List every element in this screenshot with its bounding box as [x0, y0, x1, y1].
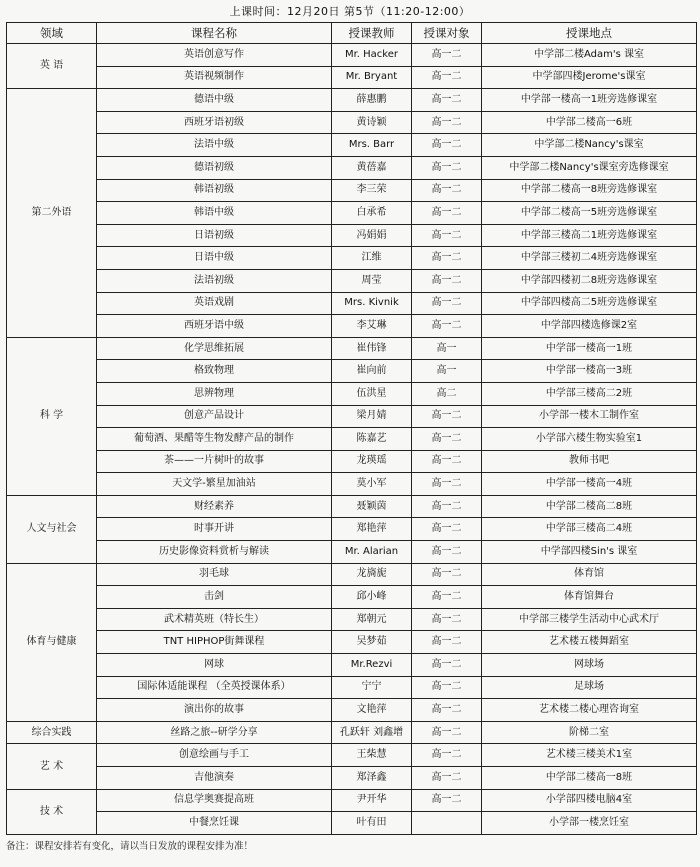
course-cell: 英语戏剧 — [97, 292, 332, 315]
audience-cell: 高一二 — [412, 608, 482, 631]
audience-cell: 高一二 — [412, 473, 482, 496]
teacher-cell: 郑泽鑫 — [332, 767, 412, 790]
course-cell: 击剑 — [97, 586, 332, 609]
teacher-cell: 莫小军 — [332, 473, 412, 496]
column-header-location: 授课地点 — [482, 23, 697, 44]
audience-cell: 高一二 — [412, 292, 482, 315]
teacher-cell: 尹开华 — [332, 789, 412, 812]
location-cell: 教师书吧 — [482, 450, 697, 473]
location-cell: 中学部四楼Sin's 课室 — [482, 541, 697, 564]
audience-cell: 高一二 — [412, 586, 482, 609]
table-row — [7, 541, 697, 564]
audience-cell: 高一二 — [412, 111, 482, 134]
table-row — [7, 405, 697, 428]
domain-cell: 体育与健康 — [7, 563, 97, 721]
location-cell: 体育馆舞台 — [482, 586, 697, 609]
course-cell: 格致物理 — [97, 360, 332, 383]
teacher-cell: 陈嘉艺 — [332, 428, 412, 451]
table-row — [7, 202, 697, 225]
domain-cell: 人文与社会 — [7, 495, 97, 563]
column-header-course: 课程名称 — [97, 23, 332, 44]
audience-cell: 高一二 — [412, 202, 482, 225]
teacher-cell: 叶有田 — [332, 812, 412, 835]
course-cell: 化学思维拓展 — [97, 337, 332, 360]
audience-cell: 高一二 — [412, 179, 482, 202]
audience-cell: 高一 — [412, 337, 482, 360]
location-cell: 中学部一楼高一1班旁选修课室 — [482, 89, 697, 112]
table-row — [7, 269, 697, 292]
teacher-cell: 孔跃轩 刘鑫增 — [332, 721, 412, 744]
location-cell: 中学部二楼高一8班 — [482, 767, 697, 790]
table-row — [7, 676, 697, 699]
location-cell: 中学部一楼高一4班 — [482, 473, 697, 496]
table-row — [7, 812, 697, 835]
table-row — [7, 586, 697, 609]
audience-cell: 高一二 — [412, 428, 482, 451]
teacher-cell: 龙旖旎 — [332, 563, 412, 586]
audience-cell: 高一二 — [412, 44, 482, 67]
audience-cell: 高一二 — [412, 405, 482, 428]
table-row — [7, 179, 697, 202]
course-cell: 西班牙语初级 — [97, 111, 332, 134]
teacher-cell: 白承希 — [332, 202, 412, 225]
course-cell: 茶——一片树叶的故事 — [97, 450, 332, 473]
location-cell: 中学部二楼高一5班旁选修课室 — [482, 202, 697, 225]
location-cell: 中学部二楼Adam's 课室 — [482, 44, 697, 67]
table-row — [7, 89, 697, 112]
course-cell: 英语视频制作 — [97, 66, 332, 89]
table-row — [7, 699, 697, 722]
location-cell: 艺术楼二楼心理咨询室 — [482, 699, 697, 722]
table-row — [7, 721, 697, 744]
teacher-cell: 周莹 — [332, 269, 412, 292]
column-header-audience: 授课对象 — [412, 23, 482, 44]
course-cell: 武术精英班（特长生） — [97, 608, 332, 631]
course-cell: 日语中级 — [97, 247, 332, 270]
table-row — [7, 744, 697, 767]
table-row — [7, 292, 697, 315]
course-cell: 法语初级 — [97, 269, 332, 292]
location-cell: 中学部四楼Jerome's课室 — [482, 66, 697, 89]
table-row — [7, 654, 697, 677]
audience-cell — [412, 812, 482, 835]
domain-cell: 科 学 — [7, 337, 97, 495]
location-cell: 艺术楼三楼美术1室 — [482, 744, 697, 767]
location-cell: 小学部一楼烹饪室 — [482, 812, 697, 835]
location-cell: 中学部二楼Nancy's课室 — [482, 134, 697, 157]
table-row — [7, 789, 697, 812]
location-cell: 体育馆 — [482, 563, 697, 586]
location-cell: 中学部三楼学生活动中心武术厅 — [482, 608, 697, 631]
teacher-cell: 梁月婧 — [332, 405, 412, 428]
course-cell: 羽毛球 — [97, 563, 332, 586]
teacher-cell: 宁宁 — [332, 676, 412, 699]
teacher-cell: 冯娟娟 — [332, 224, 412, 247]
table-body — [7, 44, 697, 835]
teacher-cell: Mr. Alarian — [332, 541, 412, 564]
table-row — [7, 450, 697, 473]
table-row — [7, 315, 697, 338]
table-row — [7, 247, 697, 270]
domain-cell: 英 语 — [7, 44, 97, 89]
course-cell: 日语初级 — [97, 224, 332, 247]
teacher-cell: 王柴慧 — [332, 744, 412, 767]
table-row — [7, 337, 697, 360]
audience-cell: 高一二 — [412, 134, 482, 157]
teacher-cell: 黄诗颖 — [332, 111, 412, 134]
domain-cell: 第二外语 — [7, 89, 97, 338]
location-cell: 中学部三楼初二4班旁选修课室 — [482, 247, 697, 270]
table-row — [7, 134, 697, 157]
audience-cell: 高一二 — [412, 631, 482, 654]
table-row — [7, 66, 697, 89]
audience-cell: 高一二 — [412, 721, 482, 744]
page-title: 上课时间：12月20日 第5节（11:20-12:00） — [229, 5, 471, 18]
audience-cell: 高一二 — [412, 156, 482, 179]
table-row — [7, 767, 697, 790]
audience-cell: 高一二 — [412, 450, 482, 473]
audience-cell: 高一二 — [412, 224, 482, 247]
location-cell: 中学部一楼高一3班 — [482, 360, 697, 383]
location-cell: 中学部二楼高一8班旁选修课室 — [482, 179, 697, 202]
course-cell: 历史影像资料赏析与解读 — [97, 541, 332, 564]
location-cell: 中学部二楼高二8班 — [482, 495, 697, 518]
teacher-cell: 郑艳萍 — [332, 518, 412, 541]
location-cell: 中学部二楼高一6班 — [482, 111, 697, 134]
location-cell: 足球场 — [482, 676, 697, 699]
location-cell: 小学部一楼木工制作室 — [482, 405, 697, 428]
course-cell: 时事开讲 — [97, 518, 332, 541]
audience-cell: 高一二 — [412, 247, 482, 270]
course-cell: 吉他演奏 — [97, 767, 332, 790]
audience-cell: 高一二 — [412, 767, 482, 790]
audience-cell: 高一二 — [412, 89, 482, 112]
audience-cell: 高一 — [412, 360, 482, 383]
location-cell: 中学部二楼Nancy's课室旁选修课室 — [482, 156, 697, 179]
course-cell: 丝路之旅--研学分享 — [97, 721, 332, 744]
table-row — [7, 156, 697, 179]
domain-cell: 技 术 — [7, 789, 97, 834]
course-cell: 韩语初级 — [97, 179, 332, 202]
table-row — [7, 111, 697, 134]
audience-cell: 高一二 — [412, 676, 482, 699]
location-cell: 中学部四楼选修课2室 — [482, 315, 697, 338]
table-row — [7, 631, 697, 654]
teacher-cell: Mrs. Kivnik — [332, 292, 412, 315]
course-cell: 法语中级 — [97, 134, 332, 157]
teacher-cell: Mr. Bryant — [332, 66, 412, 89]
course-cell: 韩语中级 — [97, 202, 332, 225]
audience-cell: 高一二 — [412, 541, 482, 564]
domain-cell: 艺 术 — [7, 744, 97, 789]
audience-cell: 高一二 — [412, 744, 482, 767]
teacher-cell: 吴梦茹 — [332, 631, 412, 654]
course-cell: 西班牙语中级 — [97, 315, 332, 338]
audience-cell: 高一二 — [412, 789, 482, 812]
column-header-teacher: 授课教师 — [332, 23, 412, 44]
course-cell: 创意绘画与手工 — [97, 744, 332, 767]
audience-cell: 高二 — [412, 382, 482, 405]
location-cell: 中学部一楼高一1班 — [482, 337, 697, 360]
teacher-cell: Mr. Hacker — [332, 44, 412, 67]
table-row — [7, 224, 697, 247]
table-row — [7, 360, 697, 383]
column-header-domain: 领域 — [7, 23, 97, 44]
teacher-cell: 崔向前 — [332, 360, 412, 383]
course-cell: 德语中级 — [97, 89, 332, 112]
location-cell: 中学部三楼高二4班 — [482, 518, 697, 541]
table-row — [7, 428, 697, 451]
course-cell: TNT HIPHOP街舞课程 — [97, 631, 332, 654]
schedule-table — [6, 22, 697, 835]
location-cell: 网球场 — [482, 654, 697, 677]
location-cell: 阶梯二室 — [482, 721, 697, 744]
location-cell: 小学部六楼生物实验室1 — [482, 428, 697, 451]
table-row — [7, 473, 697, 496]
course-cell: 中餐烹饪课 — [97, 812, 332, 835]
table-row — [7, 563, 697, 586]
course-cell: 英语创意写作 — [97, 44, 332, 67]
teacher-cell: 李艾琳 — [332, 315, 412, 338]
teacher-cell: 李三荣 — [332, 179, 412, 202]
domain-cell: 综合实践 — [7, 721, 97, 744]
footnote: 备注：课程安排若有变化，请以当日发放的课程安排为准！ — [6, 841, 254, 852]
audience-cell: 高一二 — [412, 269, 482, 292]
course-cell: 创意产品设计 — [97, 405, 332, 428]
teacher-cell: 文艳萍 — [332, 699, 412, 722]
audience-cell: 高一二 — [412, 518, 482, 541]
course-cell: 德语初级 — [97, 156, 332, 179]
audience-cell: 高一二 — [412, 495, 482, 518]
location-cell: 中学部四楼高二5班旁选修课室 — [482, 292, 697, 315]
table-row — [7, 44, 697, 67]
teacher-cell: 龙瑛瑶 — [332, 450, 412, 473]
course-cell: 葡萄酒、果醋等生物发酵产品的制作 — [97, 428, 332, 451]
audience-cell: 高一二 — [412, 315, 482, 338]
course-cell: 网球 — [97, 654, 332, 677]
teacher-cell: 邱小峰 — [332, 586, 412, 609]
location-cell: 艺术楼五楼舞蹈室 — [482, 631, 697, 654]
location-cell: 中学部三楼高二1班旁选修课室 — [482, 224, 697, 247]
audience-cell: 高一二 — [412, 563, 482, 586]
course-cell: 思辨物理 — [97, 382, 332, 405]
course-cell: 演出你的故事 — [97, 699, 332, 722]
teacher-cell: 薛惠鹏 — [332, 89, 412, 112]
course-cell: 财经素养 — [97, 495, 332, 518]
teacher-cell: 崔伟锋 — [332, 337, 412, 360]
table-row — [7, 608, 697, 631]
teacher-cell: 伍洪星 — [332, 382, 412, 405]
location-cell: 中学部三楼高二2班 — [482, 382, 697, 405]
audience-cell: 高一二 — [412, 654, 482, 677]
teacher-cell: 聂颖茵 — [332, 495, 412, 518]
teacher-cell: 郑朝元 — [332, 608, 412, 631]
table-header-row — [7, 23, 697, 44]
audience-cell: 高一二 — [412, 66, 482, 89]
course-cell: 国际体适能课程 （全英授课体系） — [97, 676, 332, 699]
teacher-cell: 江维 — [332, 247, 412, 270]
audience-cell: 高一二 — [412, 699, 482, 722]
table-row — [7, 382, 697, 405]
teacher-cell: Mrs. Barr — [332, 134, 412, 157]
course-cell: 信息学奥赛提高班 — [97, 789, 332, 812]
teacher-cell: 黄蓓嘉 — [332, 156, 412, 179]
course-cell: 天文学-繁星加油站 — [97, 473, 332, 496]
table-row — [7, 495, 697, 518]
table-row — [7, 518, 697, 541]
location-cell: 小学部四楼电脑4室 — [482, 789, 697, 812]
teacher-cell: Mr.Rezvi — [332, 654, 412, 677]
location-cell: 中学部四楼初二8班旁选修课室 — [482, 269, 697, 292]
